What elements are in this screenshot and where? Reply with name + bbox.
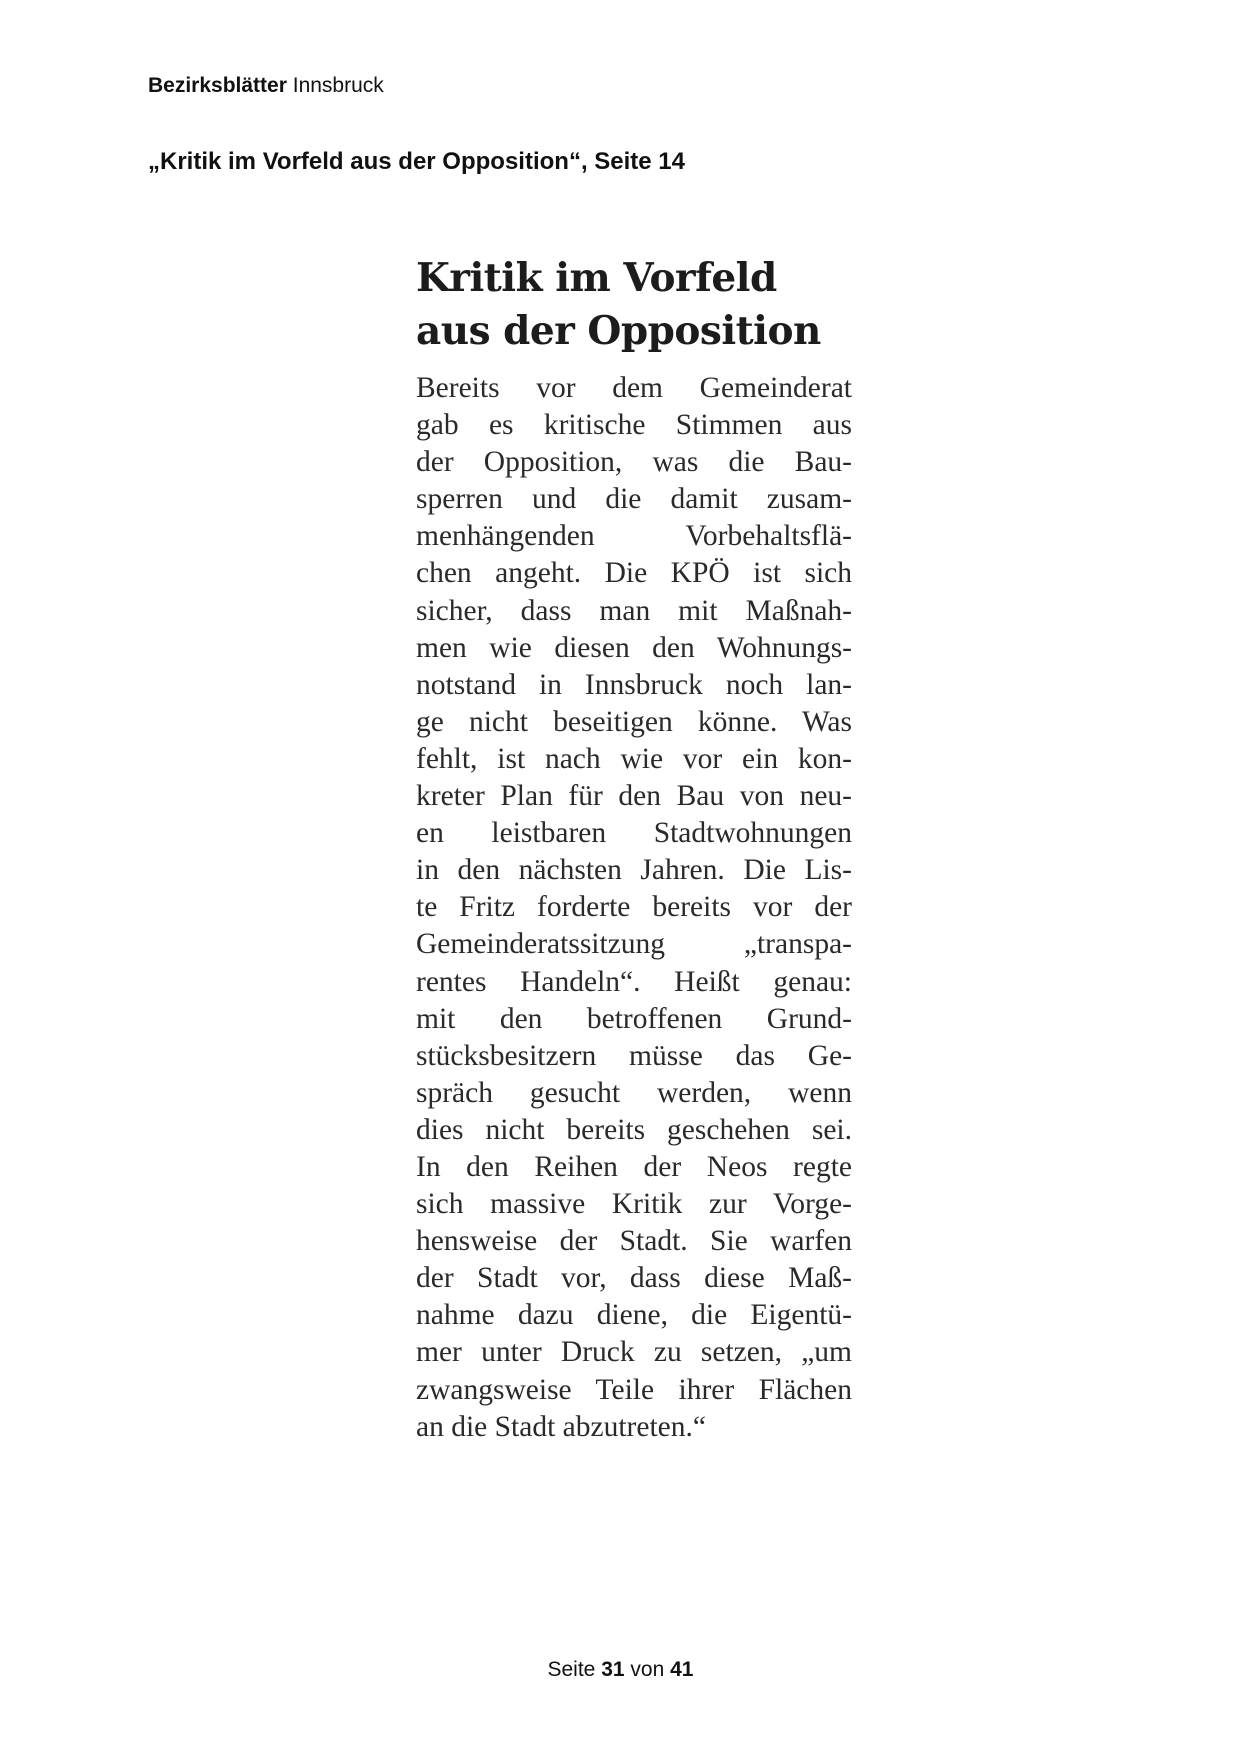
article-body [416, 370, 852, 1446]
title-line: Kritik im Vorfeld [416, 255, 777, 301]
publication-header [148, 74, 384, 98]
current-page: 31 [601, 1658, 625, 1681]
body-line: spräch gesucht werden, wenn [416, 1076, 852, 1109]
total-pages: 41 [670, 1658, 694, 1681]
body-line: kreter Plan für den Bau von neu- [416, 780, 852, 813]
title-line: aus der Opposition [416, 308, 821, 354]
body-line: te Fritz forderte bereits vor der [416, 891, 852, 924]
page-number [0, 1658, 1241, 1682]
body-line: zwangsweise Teile ihrer Flächen [416, 1373, 852, 1406]
body-line: Gemeinderatssitzung „transpa- [416, 928, 852, 961]
body-line: In den Reihen der Neos regte [416, 1150, 852, 1183]
body-line: stücksbesitzern müsse das Ge- [416, 1039, 852, 1072]
body-line: sperren und die damit zusam- [416, 483, 852, 516]
body-line: fehlt, ist nach wie vor ein kon- [416, 742, 852, 775]
body-line: Bereits vor dem Gemeinderat [416, 372, 852, 404]
body-line: mer unter Druck zu setzen, „um [416, 1336, 852, 1369]
publication-name: Bezirksblätter [148, 74, 287, 97]
body-line: men wie diesen den Wohnungs- [416, 631, 852, 664]
body-line: sicher, dass man mit Maßnah- [416, 594, 852, 627]
body-line: dies nicht bereits geschehen sei. [416, 1113, 852, 1146]
body-line: nahme dazu diene, die Eigentü- [416, 1299, 852, 1332]
body-line: der Opposition, was die Bau- [416, 446, 852, 479]
body-line: en leistbaren Stadtwohnungen [416, 817, 852, 850]
body-line: an die Stadt abzutreten.“ [416, 1410, 706, 1443]
page-of-label: von [630, 1658, 665, 1681]
body-line: rentes Handeln“. Heißt genau: [416, 965, 852, 998]
article-clipping [416, 252, 852, 1446]
body-line: ge nicht beseitigen könne. Was [416, 705, 852, 738]
body-line: chen angeht. Die KPÖ ist sich [416, 557, 852, 590]
body-line: hensweise der Stadt. Sie warfen [416, 1225, 852, 1258]
body-line: menhängenden Vorbehaltsflä- [416, 520, 852, 553]
body-line: der Stadt vor, dass diese Maß- [416, 1262, 852, 1295]
body-line: sich massive Kritik zur Vorge- [416, 1188, 852, 1221]
body-line: gab es kritische Stimmen aus [416, 409, 852, 442]
body-line: notstand in Innsbruck noch lan- [416, 668, 852, 701]
publication-location: Innsbruck [292, 74, 384, 97]
body-line: in den nächsten Jahren. Die Lis- [416, 854, 852, 887]
page-label: Seite [547, 1658, 596, 1681]
article-reference: „Kritik im Vorfeld aus der Opposition“, Seite 14 [148, 148, 685, 175]
article-title [416, 252, 852, 358]
body-line: mit den betroffenen Grund- [416, 1002, 852, 1035]
